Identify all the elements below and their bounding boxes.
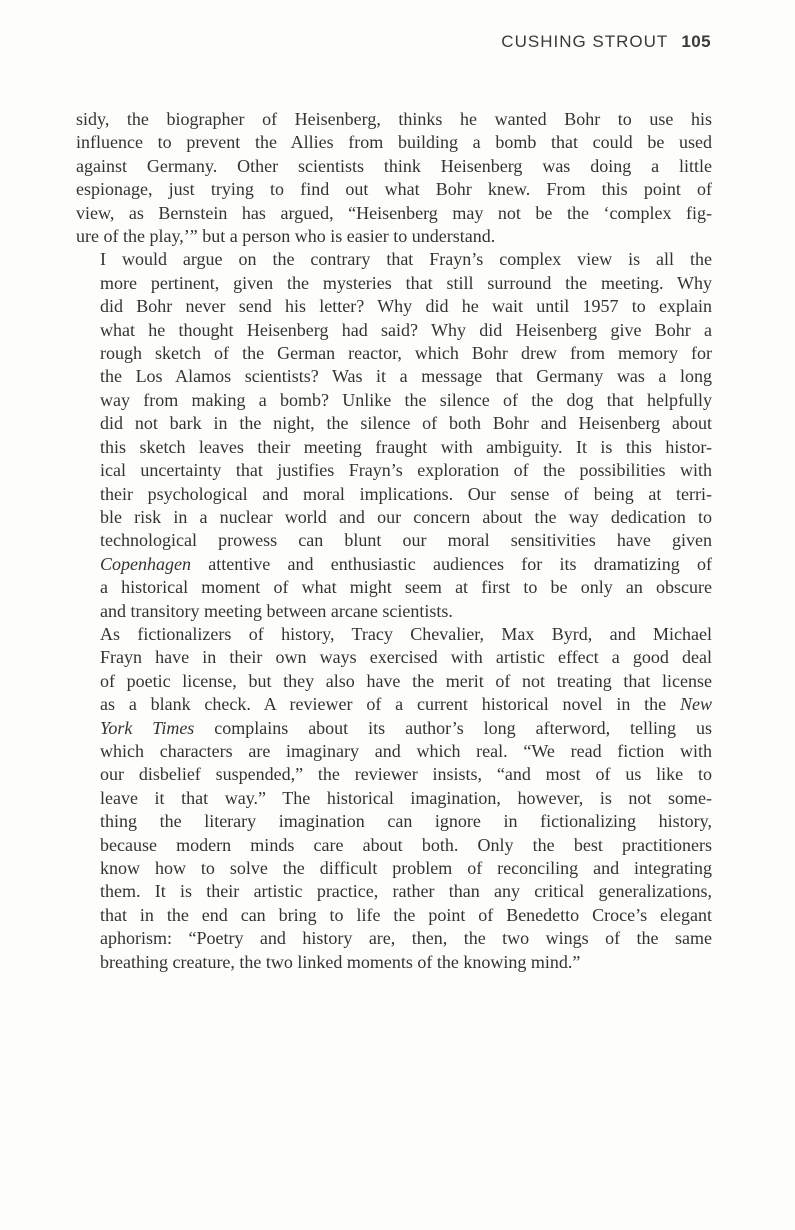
paragraph — [76, 248, 712, 623]
text-line: view, as Bernstein has argued, “Heisenberg may not be the ‘complex fig- — [76, 202, 712, 223]
text-line: this sketch leaves their meeting fraught with ambiguity. It is this histor- — [100, 436, 712, 457]
text-line: ble risk in a nuclear world and our concern about the way dedication to — [100, 506, 712, 527]
text-line: did Bohr never send his letter? Why did he wait until 1957 to explain — [100, 296, 712, 317]
text-line: against Germany. Other scientists think Heisenberg was doing a little — [76, 155, 712, 176]
text-line: their psychological and moral implications. Our sense of being at terri- — [100, 483, 712, 504]
text-line: espionage, just trying to find out what Bohr knew. From this point of — [76, 179, 712, 200]
text-line: York Times complains about its author’s long afterword, telling us — [100, 717, 712, 738]
text-line: that in the end can bring to life the point of Benedetto Croce’s elegant — [100, 904, 712, 925]
italic-title: New — [679, 694, 712, 715]
text-line: a historical moment of what might seem at first to be only an obscure — [100, 577, 712, 598]
page-number: 105 — [681, 32, 711, 51]
paragraph — [76, 623, 712, 974]
text-line: sidy, the biographer of Heisenberg, thinks he wanted Bohr to use his — [76, 109, 712, 129]
text-line: influence to prevent the Allies from building a bomb that could be used — [76, 132, 712, 153]
text-line: the Los Alamos scientists? Was it a message that Germany was a long — [100, 366, 712, 387]
paragraph — [76, 108, 712, 248]
text-line: aphorism: “Poetry and history are, then, the two wings of the same — [100, 928, 712, 949]
text-line: our disbelief suspended,” the reviewer insists, “and most of us like to — [100, 764, 712, 785]
text-line: them. It is their artistic practice, rather than any critical generalizations, — [100, 881, 712, 902]
italic-title: York Times — [100, 717, 195, 738]
body-text — [76, 108, 712, 974]
italic-title: Copenhagen — [100, 553, 191, 574]
text-line: as a blank check. A reviewer of a current historical novel in the New — [100, 694, 712, 715]
text-line: ical uncertainty that justifies Frayn’s exploration of the possibilities with — [100, 460, 712, 481]
text-line: leave it that way.” The historical imagination, however, is not some- — [100, 787, 712, 808]
text-line: thing the literary imagination can ignore in fictionalizing history, — [100, 811, 712, 832]
text-line: of poetic license, but they also have the merit of not treating that license — [100, 670, 712, 691]
text-line: did not bark in the night, the silence of both Bohr and Heisenberg about — [100, 413, 712, 434]
running-head — [501, 32, 711, 52]
text-line: what he thought Heisenberg had said? Why did Heisenberg give Bohr a — [100, 319, 712, 340]
text-line: and transitory meeting between arcane scientists. — [100, 600, 453, 621]
text-line: more pertinent, given the mysteries that still surround the meeting. Why — [100, 272, 712, 293]
text-line: breathing creature, the two linked moments of the knowing mind.” — [100, 951, 581, 972]
text-line: technological prowess can blunt our moral sensitivities have given — [100, 530, 712, 551]
text-line: Copenhagen attentive and enthusiastic audiences for its dramatizing of — [100, 553, 712, 574]
text-line: I would argue on the contrary that Frayn’s complex view is all the — [100, 249, 712, 270]
text-line: rough sketch of the German reactor, which Bohr drew from memory for — [100, 343, 712, 364]
running-head-author: CUSHING STROUT — [501, 32, 669, 51]
text-line: know how to solve the difficult problem of reconciling and integrating — [100, 858, 712, 878]
text-line: Frayn have in their own ways exercised with artistic effect a good deal — [100, 647, 712, 668]
text-line: which characters are imaginary and which real. “We read fiction with — [100, 740, 712, 761]
text-line: way from making a bomb? Unlike the silence of the dog that helpfully — [100, 389, 712, 410]
text-line: ure of the play,’” but a person who is easier to understand. — [76, 226, 496, 247]
text-line: As fictionalizers of history, Tracy Chevalier, Max Byrd, and Michael — [100, 623, 712, 644]
text-line: because modern minds care about both. Only the best practitioners — [100, 834, 712, 855]
